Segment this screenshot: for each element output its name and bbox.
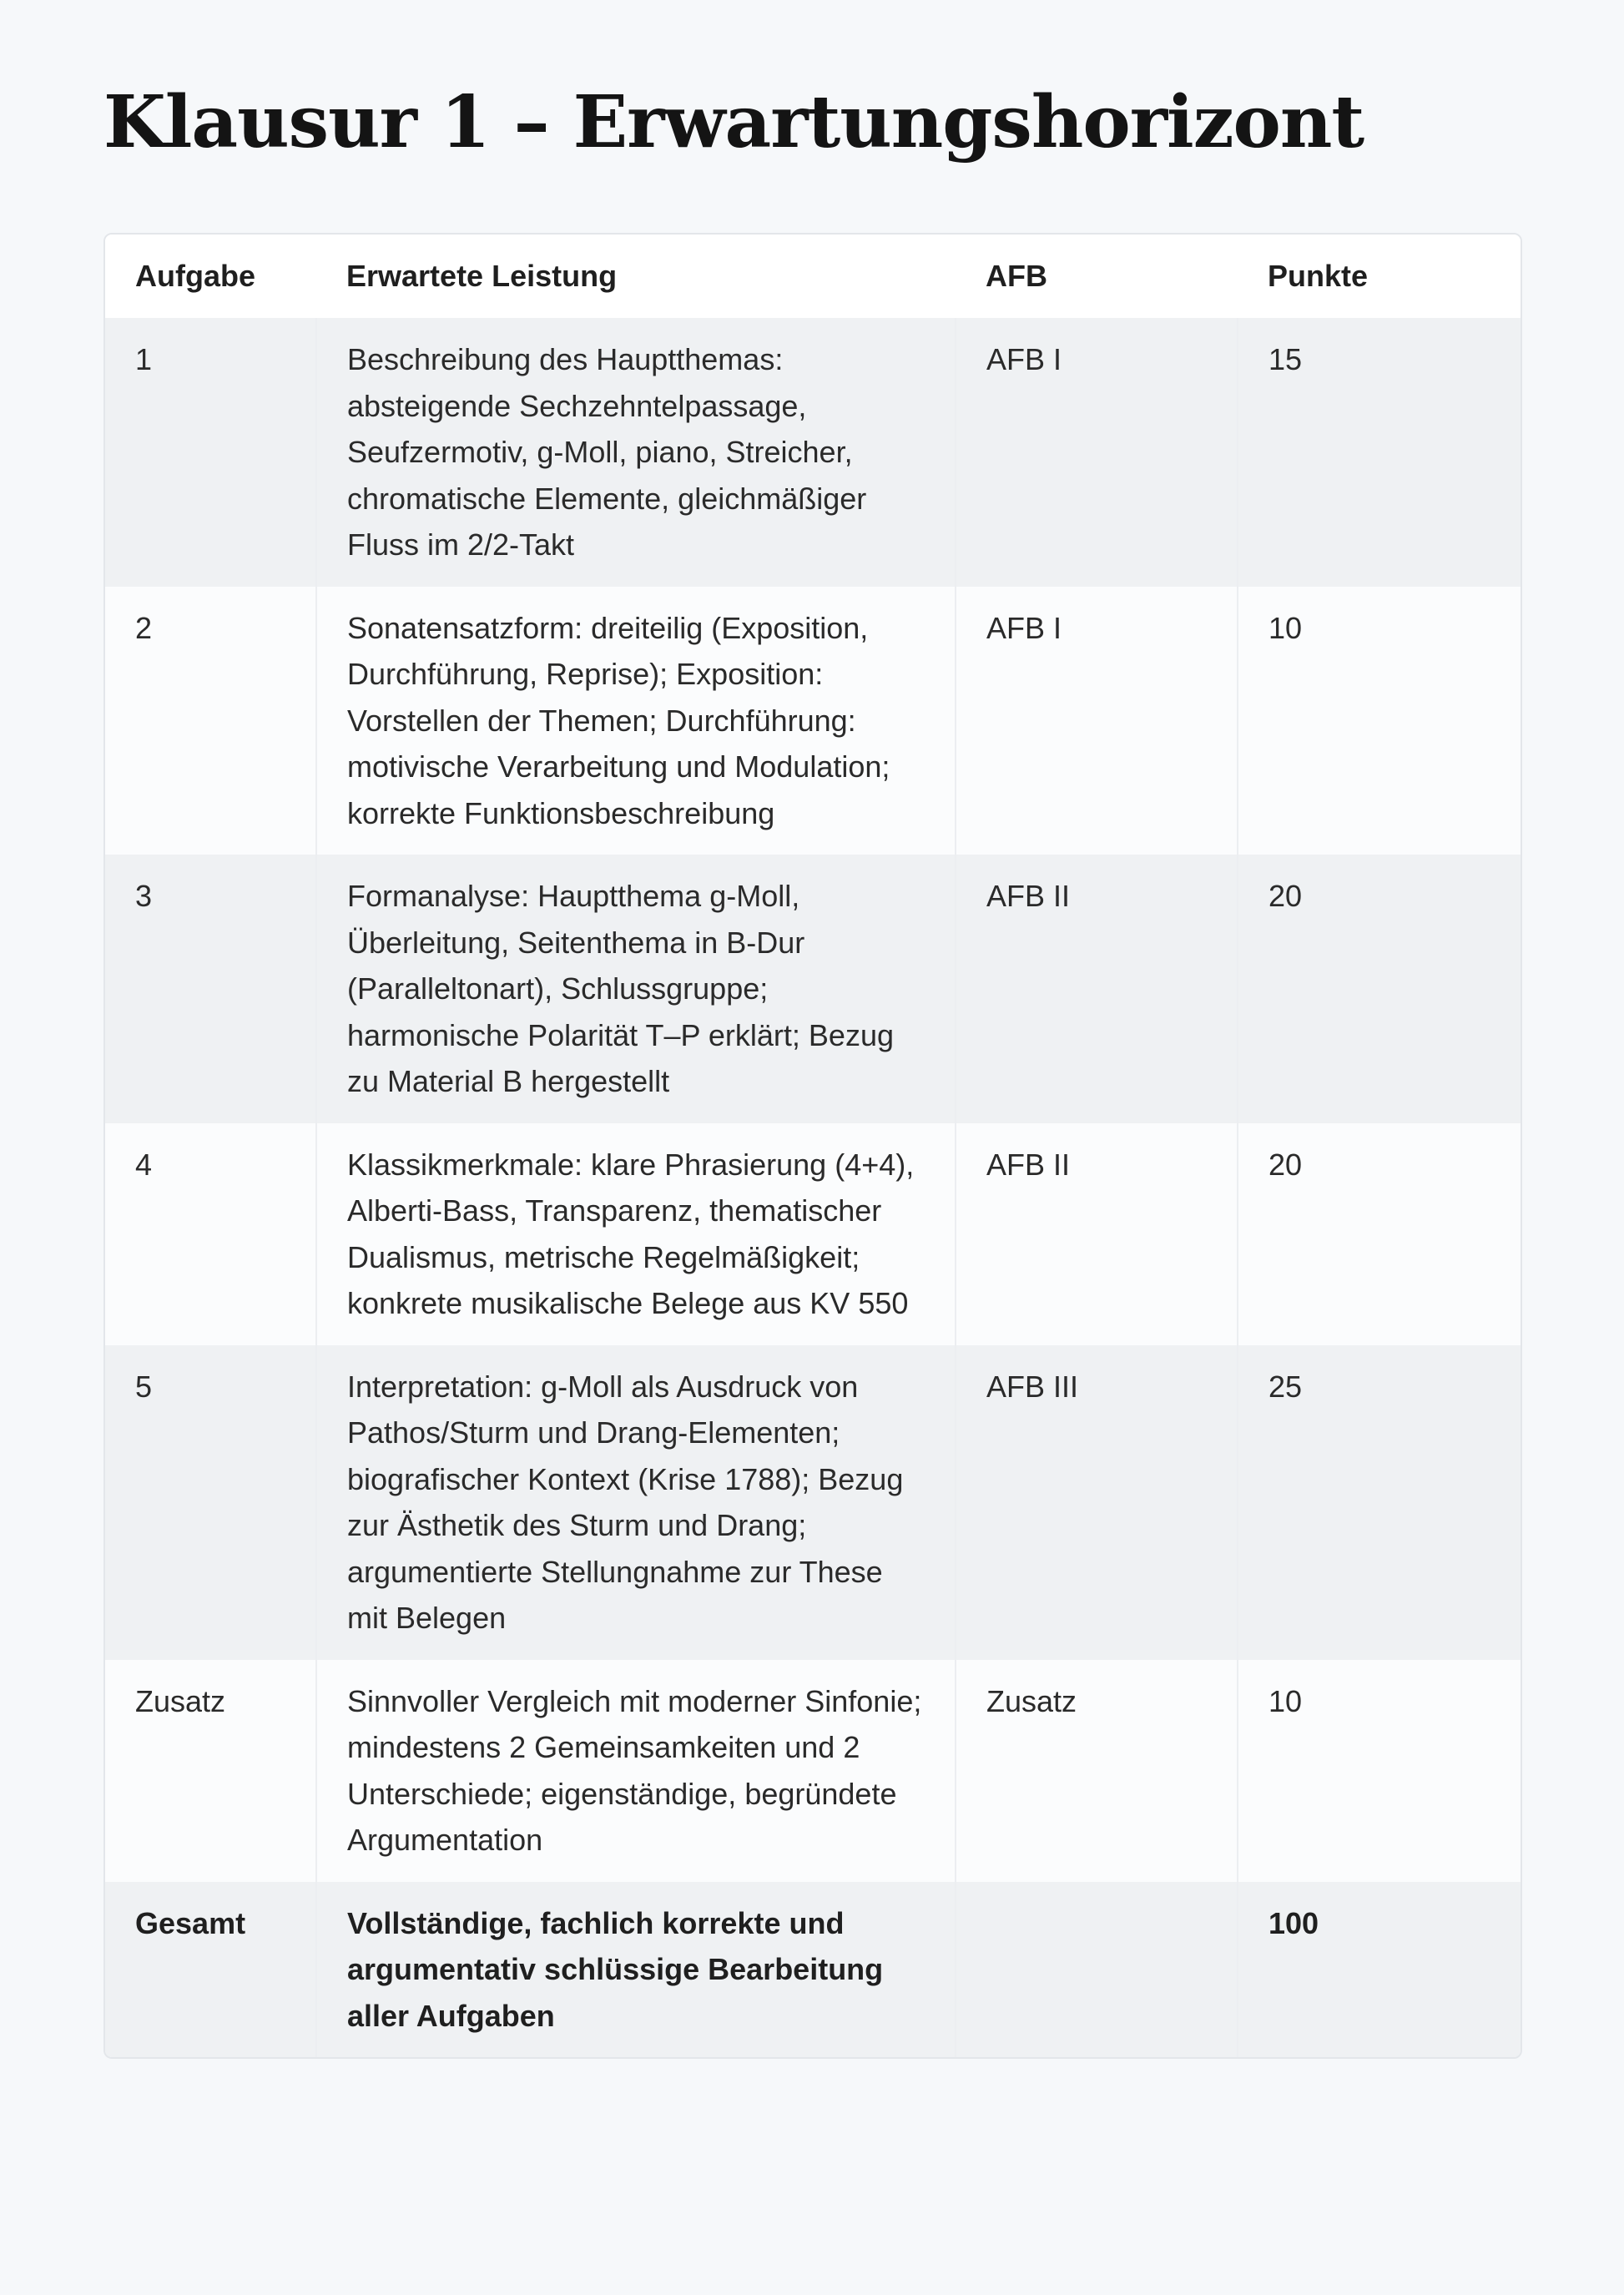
total-punkte: 100 (1238, 1882, 1521, 2058)
cell-punkte: 25 (1238, 1345, 1521, 1660)
cell-punkte: 20 (1238, 1123, 1521, 1345)
header-aufgabe: Aufgabe (105, 235, 316, 318)
cell-afb: AFB II (956, 855, 1238, 1123)
table-row (105, 1660, 1521, 1882)
header-punkte: Punkte (1238, 235, 1521, 318)
cell-afb: AFB I (956, 318, 1238, 587)
table-row (105, 1123, 1521, 1345)
cell-afb: AFB II (956, 1123, 1238, 1345)
cell-punkte: 20 (1238, 855, 1521, 1123)
total-leistung: Vollständige, fachlich korrekte und argumentativ schlüssige Bearbeitung aller Aufgaben (316, 1882, 956, 2058)
cell-punkte: 15 (1238, 318, 1521, 587)
header-row (105, 235, 1521, 318)
cell-aufgabe: 2 (105, 587, 316, 855)
page-title: Klausur 1 – Erwartungshorizont (103, 80, 1364, 164)
cell-afb: AFB I (956, 587, 1238, 855)
cell-aufgabe: 5 (105, 1345, 316, 1660)
total-afb (956, 1882, 1238, 2058)
cell-aufgabe: 3 (105, 855, 316, 1123)
header-erwartete-leistung: Erwartete Leistung (316, 235, 956, 318)
total-row (105, 1882, 1521, 2058)
cell-aufgabe: Zusatz (105, 1660, 316, 1882)
cell-leistung: Interpretation: g-Moll als Ausdruck von Pathos/Sturm und Drang-Elementen; biografischer Kontext (Krise 1788); Bezug zur Ästhetik des Sturm und Drang; argumentierte Stellungnahme zur These mit Belegen (316, 1345, 956, 1660)
total-aufgabe: Gesamt (105, 1882, 316, 2058)
erwartungshorizont-table (105, 235, 1521, 2057)
table-body (105, 318, 1521, 2057)
cell-punkte: 10 (1238, 1660, 1521, 1882)
table-row (105, 855, 1521, 1123)
table-header (105, 235, 1521, 318)
cell-aufgabe: 1 (105, 318, 316, 587)
cell-leistung: Sinnvoller Vergleich mit moderner Sinfonie; mindestens 2 Gemeinsamkeiten und 2 Unterschiede; eigenständige, begründete Argumentation (316, 1660, 956, 1882)
erwartungshorizont-table-container (103, 233, 1522, 2059)
header-afb: AFB (956, 235, 1238, 318)
cell-afb: Zusatz (956, 1660, 1238, 1882)
cell-leistung: Formanalyse: Hauptthema g-Moll, Überleitung, Seitenthema in B-Dur (Paralleltonart), Schlussgruppe; harmonische Polarität T–P erklärt; Bezug zu Material B hergestellt (316, 855, 956, 1123)
cell-leistung: Sonatensatzform: dreiteilig (Exposition, Durchführung, Reprise); Exposition: Vorstellen der Themen; Durchführung: motivische Verarbeitung und Modulation; korrekte Funktionsbeschreibung (316, 587, 956, 855)
cell-leistung: Klassikmerkmale: klare Phrasierung (4+4), Alberti-Bass, Transparenz, thematischer Dualismus, metrische Regelmäßigkeit; konkrete musikalische Belege aus KV 550 (316, 1123, 956, 1345)
table-row (105, 1345, 1521, 1660)
cell-punkte: 10 (1238, 587, 1521, 855)
cell-aufgabe: 4 (105, 1123, 316, 1345)
table-row (105, 318, 1521, 587)
cell-leistung: Beschreibung des Hauptthemas: absteigende Sechzehntelpassage, Seufzermotiv, g-Moll, piano, Streicher, chromatische Elemente, gleichmäßiger Fluss im 2/2-Takt (316, 318, 956, 587)
cell-afb: AFB III (956, 1345, 1238, 1660)
table-row (105, 587, 1521, 855)
